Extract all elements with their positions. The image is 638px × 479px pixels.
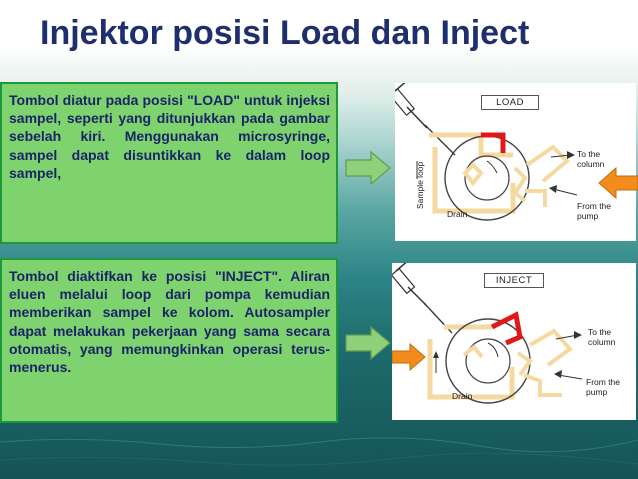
syringe-icon [392,263,452,333]
arrow-right-orange-icon [392,343,426,371]
load-mode-tag: LOAD [481,95,539,110]
inject-drain-label: Drain [452,391,473,401]
load-pump-label: From the pump [577,201,612,221]
load-description-text: Tombol diatur pada posisi "LOAD" untuk injeksi sampel, seperti yang ditunjukkan pada gambar sebelah kiri. Menggunakan microsyringe, sampel dapat disuntikkan ke dalam loop sampel, [9,92,330,181]
inject-column-label: To the column [588,327,616,347]
load-column-label: To the column [577,149,605,169]
inject-position-diagram [392,263,636,420]
slide-title: Injektor posisi Load dan Inject [40,14,530,52]
inject-description-text: Tombol diaktifkan ke posisi "INJECT". Aliran eluen melalui loop dari pompa kemudian memberikan sampel ke kolom. Autosampler dapat melakukan pekerjaan yang sama secara otomatis, yang memungkinkan operasi terus-menerus. [9,268,330,376]
sea-background-decoration [0,430,638,479]
sample-loop-label: Sample loop [415,161,425,209]
arrow-right-green-icon [345,150,391,186]
load-position-diagram [395,83,636,241]
inject-description-box [0,258,338,423]
arrow-left-orange-icon [598,167,638,199]
load-drain-label: Drain [447,209,468,219]
arrow-right-green-icon [345,325,391,361]
load-description-box [0,82,338,244]
inject-pump-label: From the pump [586,377,621,397]
syringe-icon [395,83,455,155]
inject-mode-tag: INJECT [484,273,544,288]
